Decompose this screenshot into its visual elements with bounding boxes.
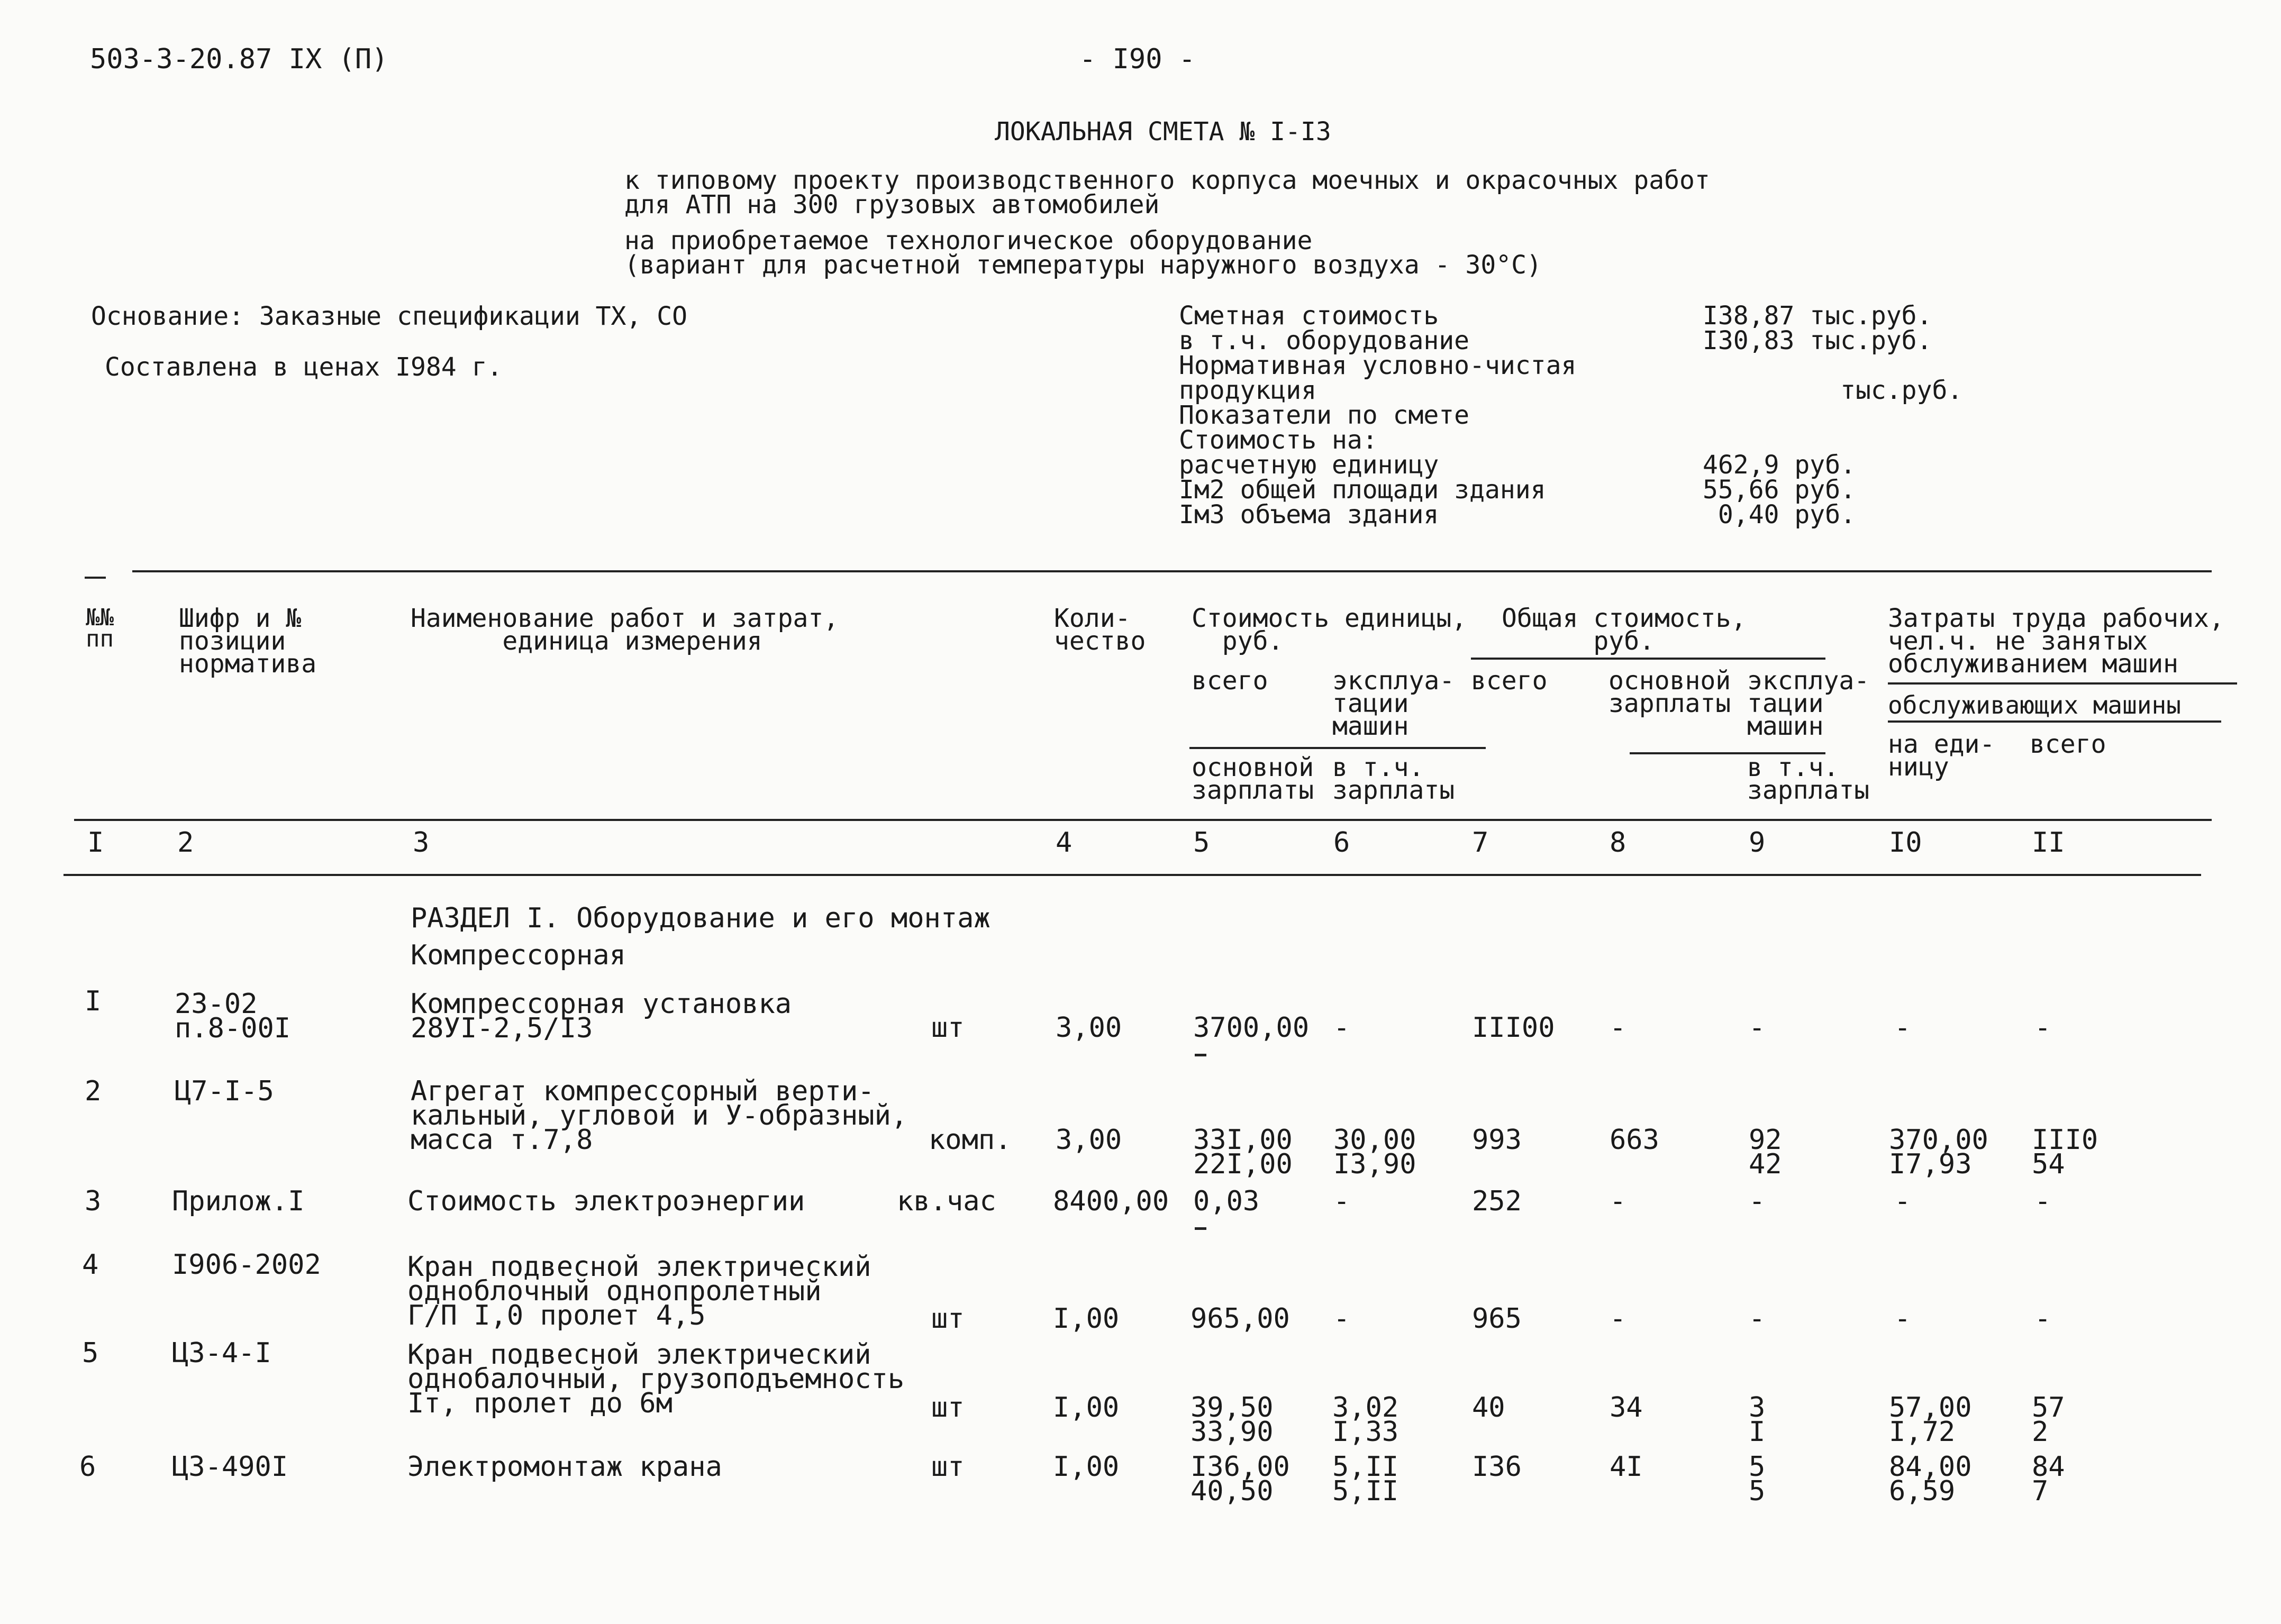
row-6-labor-total: 84 7 (2032, 1451, 2065, 1507)
document-subtitle-equipment: на приобретаемое технологическое оборудование (вариант для расчетной температуры наружного воздуха - 30°C) (624, 226, 1542, 280)
row-6-unit: шт (931, 1451, 965, 1483)
header-c7-top: всего (1471, 666, 1548, 696)
column-numbers-rule (63, 874, 2201, 876)
row-3-labor-unit: - (1894, 1185, 1911, 1217)
header-c6-bottom: в т.ч. зарплаты (1332, 753, 1455, 805)
section-title: РАЗДЕЛ I. Оборудование и его монтаж (411, 902, 990, 934)
row-4-labor-total: - (2034, 1303, 2051, 1335)
row-5-unit: шт (931, 1392, 965, 1424)
header-c8-top: основной зарплаты (1608, 666, 1731, 718)
row-6-unit-cost: I36,00 40,50 (1191, 1451, 1290, 1507)
row-5-unit-machine: 3,02 I,33 (1332, 1392, 1399, 1448)
row-1-total: III00 (1472, 1012, 1555, 1044)
row-5-labor-total: 57 2 (2032, 1392, 2065, 1448)
row-3-name: Стоимость электроэнергии (407, 1185, 805, 1217)
row-5-total-wage: 34 (1610, 1392, 1643, 1424)
row-2-labor-total: III0 54 (2032, 1124, 2098, 1180)
row-6-name: Электромонтаж крана (407, 1451, 722, 1483)
row-3-total: 252 (1472, 1185, 1522, 1217)
row-3-unit-wage-dash (1195, 1227, 1206, 1230)
table-top-rule-left (85, 577, 106, 579)
row-4-labor-unit: - (1894, 1303, 1911, 1335)
total-cost-group-rule (1471, 658, 1825, 660)
unit-cost-split-rule (1189, 747, 1486, 749)
row-4-unit-total: 965,00 (1191, 1303, 1290, 1335)
header-c11: всего (2030, 729, 2106, 759)
row-4-number: 4 (82, 1249, 99, 1281)
row-2-total-machine: 92 42 (1749, 1124, 1782, 1180)
row-2-name: Агрегат компрессорный верти- кальный, угловой и У-образный, масса т.7,8 (411, 1075, 908, 1156)
row-6-labor-unit: 84,00 6,59 (1889, 1451, 1972, 1507)
row-1-name: Компрессорная установка 28УI-2,5/I3 (411, 988, 792, 1044)
header-c9-top: эксплуа- тации машин (1747, 666, 1870, 741)
row-6-total: I36 (1472, 1451, 1522, 1483)
row-1-unit-total: 3700,00 (1193, 1012, 1310, 1044)
header-bottom-rule (74, 819, 2212, 821)
doc-code: 503-3-20.87 IX (П) (90, 43, 388, 75)
row-1-unit-machine: - (1333, 1012, 1350, 1044)
row-4-total-wage: - (1610, 1303, 1626, 1335)
row-6-total-machine: 5 5 (1749, 1451, 1766, 1507)
row-6-total-wage: 4I (1610, 1451, 1643, 1483)
row-3-code: Прилож.I (172, 1185, 305, 1217)
row-1-quantity: 3,00 (1056, 1012, 1122, 1044)
table-top-rule (132, 570, 2212, 572)
document-title: ЛОКАЛЬНАЯ СМЕТА № I-I3 (995, 117, 1331, 147)
document-subtitle-project: к типовому проекту производственного корпуса моечных и окрасочных работ для АТП на 300 грузовых автомобилей (624, 166, 1710, 220)
row-4-code: I906-2002 (172, 1249, 321, 1281)
row-2-number: 2 (85, 1075, 102, 1107)
column-number-2: 2 (177, 827, 194, 859)
row-2-quantity: 3,00 (1056, 1124, 1122, 1156)
header-row-number: №№ пп (86, 604, 114, 652)
row-4-name: Кран подвесной электрический одноблочный однопролетный Г/П I,0 пролет 4,5 (407, 1251, 871, 1331)
row-3-unit-machine: - (1333, 1185, 1350, 1217)
basis-line: Основание: Заказные спецификации ТХ, СО (91, 302, 688, 331)
row-2-unit: комп. (929, 1124, 1012, 1156)
header-quantity: Коли- чество (1054, 604, 1146, 656)
subsection-title: Компрессорная (411, 939, 626, 971)
row-1-labor-total: - (2034, 1012, 2051, 1044)
header-c6-top: эксплуа- тации машин (1332, 666, 1455, 741)
row-3-total-wage: - (1610, 1185, 1626, 1217)
column-number-10: I0 (1889, 827, 1922, 859)
row-1-unit: шт (931, 1012, 965, 1044)
row-1-number: I (85, 986, 102, 1017)
page-number: - I90 - (1079, 43, 1196, 75)
column-number-7: 7 (1472, 827, 1489, 859)
summary-values: I38,87 тыс.руб. I30,83 тыс.руб. тыс.руб. 462,9 руб. 55,66 руб. 0,40 руб. (1703, 301, 1963, 530)
labor-group-rule (1888, 682, 2237, 685)
column-number-3: 3 (413, 827, 430, 859)
column-number-5: 5 (1193, 827, 1210, 859)
header-c5-bottom: основной зарплаты (1192, 753, 1314, 805)
price-base-line: Составлена в ценах I984 г. (105, 352, 503, 382)
row-2-total-wage: 663 (1610, 1124, 1659, 1156)
header-code: Шифр и № позиции норматива (179, 604, 317, 679)
row-5-name: Кран подвесной электрический однобалочный, грузоподъемность Iт, пролет до 6м (407, 1339, 905, 1419)
header-unit-cost: Стоимость единицы, руб. (1192, 604, 1467, 656)
row-4-unit: шт (931, 1303, 965, 1335)
header-labor-sub: обслуживающих машины (1888, 691, 2181, 719)
row-4-total-machine: - (1749, 1303, 1766, 1335)
header-work-name: Наименование работ и затрат, единица измерения (411, 604, 839, 656)
column-number-1: I (87, 827, 104, 859)
row-3-total-machine: - (1749, 1185, 1766, 1217)
row-6-code: Ц3-490I (172, 1451, 288, 1483)
column-number-11: II (2032, 827, 2065, 859)
row-1-code: 23-02 п.8-00I (175, 988, 291, 1044)
column-number-8: 8 (1610, 827, 1626, 859)
row-2-code: Ц7-I-5 (175, 1075, 274, 1107)
row-5-quantity: I,00 (1053, 1392, 1120, 1424)
header-c9-bottom: в т.ч. зарплаты (1747, 753, 1870, 805)
row-5-total: 40 (1472, 1392, 1505, 1424)
header-c5-top: всего (1192, 666, 1268, 696)
column-number-6: 6 (1333, 827, 1350, 859)
header-c10: на еди- ницу (1888, 729, 1995, 782)
row-2-unit-machine: 30,00 I3,90 (1333, 1124, 1416, 1180)
row-1-labor-unit: - (1894, 1012, 1911, 1044)
row-6-unit-machine: 5,II 5,II (1332, 1451, 1399, 1507)
row-4-quantity: I,00 (1053, 1303, 1120, 1335)
row-3-labor-total: - (2034, 1185, 2051, 1217)
row-3-unit-total: 0,03 (1193, 1185, 1260, 1217)
row-5-total-machine: 3 I (1749, 1392, 1766, 1448)
row-3-unit: кв.час (897, 1185, 996, 1217)
row-3-quantity: 8400,00 (1053, 1185, 1169, 1217)
row-5-unit-cost: 39,50 33,90 (1191, 1392, 1274, 1448)
labor-sub-rule (1888, 720, 2221, 723)
row-1-total-wage: - (1610, 1012, 1626, 1044)
row-6-number: 6 (79, 1451, 96, 1483)
row-4-total: 965 (1472, 1303, 1522, 1335)
column-number-4: 4 (1056, 827, 1073, 859)
row-4-unit-machine: - (1333, 1303, 1350, 1335)
row-5-labor-unit: 57,00 I,72 (1889, 1392, 1972, 1448)
row-2-labor-unit: 370,00 I7,93 (1889, 1124, 1988, 1180)
row-3-number: 3 (85, 1185, 102, 1217)
row-1-total-machine: - (1749, 1012, 1766, 1044)
row-2-unit-cost: 33I,00 22I,00 (1193, 1124, 1293, 1180)
summary-labels: Сметная стоимость в т.ч. оборудование Нормативная условно-чистая продукция Показатели по смете Стоимость на: расчетную единицу Iм2 общей площади здания Iм3 объема здания (1179, 301, 1577, 530)
column-number-9: 9 (1749, 827, 1766, 859)
row-6-quantity: I,00 (1053, 1451, 1120, 1483)
header-labor-costs: Затраты труда рабочих, чел.ч. не занятых обслуживанием машин (1888, 604, 2224, 679)
row-5-number: 5 (82, 1337, 99, 1369)
row-1-unit-wage-dash (1195, 1054, 1206, 1056)
header-total-cost: Общая стоимость, руб. (1502, 604, 1747, 656)
row-5-code: Ц3-4-I (172, 1337, 271, 1369)
row-2-total: 993 (1472, 1124, 1522, 1156)
